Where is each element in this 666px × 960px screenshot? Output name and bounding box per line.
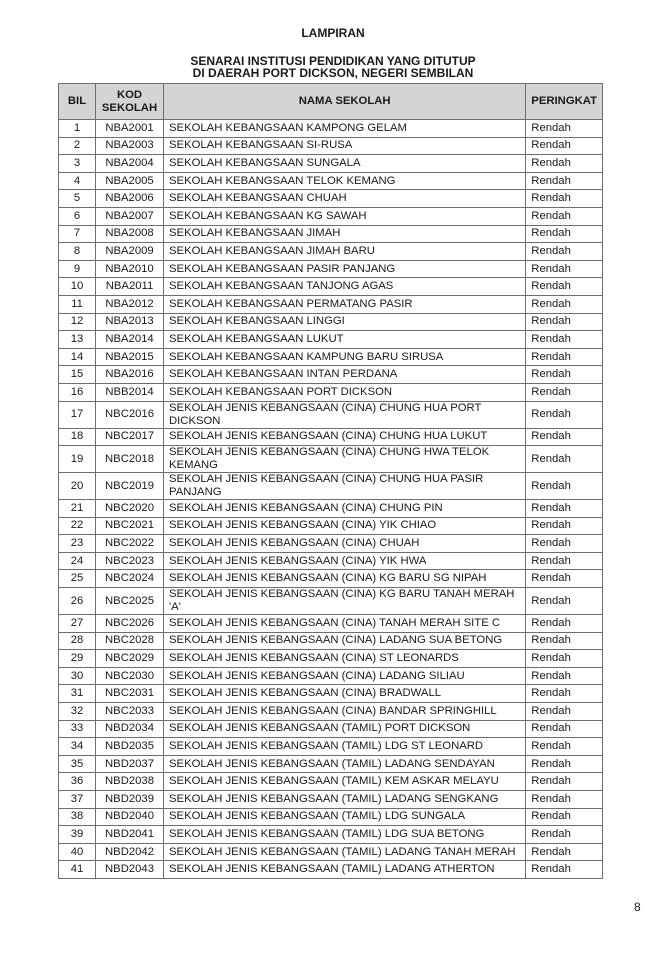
cell-kod-sekolah: NBA2016 (96, 366, 164, 384)
cell-nama-sekolah: SEKOLAH JENIS KEBANGSAAN (CINA) CHUNG HUA PASIR PANJANG (164, 473, 526, 500)
cell-kod-sekolah: NBD2037 (96, 755, 164, 773)
cell-kod-sekolah: NBA2008 (96, 225, 164, 243)
table-row (59, 826, 603, 844)
cell-peringkat: Rendah (526, 755, 603, 773)
cell-bil: 35 (59, 755, 96, 773)
cell-peringkat: Rendah (526, 473, 603, 500)
cell-nama-sekolah: SEKOLAH JENIS KEBANGSAAN (CINA) BRADWALL (164, 685, 526, 703)
cell-kod-sekolah: NBB2014 (96, 383, 164, 401)
cell-peringkat: Rendah (526, 331, 603, 349)
cell-bil: 23 (59, 535, 96, 553)
cell-bil: 16 (59, 383, 96, 401)
cell-bil: 28 (59, 632, 96, 650)
table-row (59, 401, 603, 428)
cell-peringkat: Rendah (526, 428, 603, 446)
table-row (59, 383, 603, 401)
cell-kod-sekolah: NBD2034 (96, 720, 164, 738)
table-row (59, 535, 603, 553)
table-row (59, 773, 603, 791)
cell-nama-sekolah: SEKOLAH KEBANGSAAN INTAN PERDANA (164, 366, 526, 384)
cell-peringkat: Rendah (526, 348, 603, 366)
cell-bil: 40 (59, 843, 96, 861)
document-subtitle-line-1: SENARAI INSTITUSI PENDIDIKAN YANG DITUTUP (190, 54, 476, 68)
table-row (59, 225, 603, 243)
cell-bil: 24 (59, 552, 96, 570)
cell-nama-sekolah: SEKOLAH JENIS KEBANGSAAN (CINA) LADANG SILIAU (164, 667, 526, 685)
cell-kod-sekolah: NBC2024 (96, 570, 164, 588)
cell-nama-sekolah: SEKOLAH JENIS KEBANGSAAN (CINA) KG BARU TANAH MERAH 'A' (164, 588, 526, 615)
cell-kod-sekolah: NBD2040 (96, 808, 164, 826)
cell-nama-sekolah: SEKOLAH JENIS KEBANGSAAN (CINA) YIK HWA (164, 552, 526, 570)
header-peringkat: PERINGKAT (526, 84, 603, 120)
table-row (59, 295, 603, 313)
cell-kod-sekolah: NBA2004 (96, 155, 164, 173)
table-row (59, 446, 603, 473)
table-row (59, 120, 603, 138)
cell-nama-sekolah: SEKOLAH JENIS KEBANGSAAN (TAMIL) LADANG SENDAYAN (164, 755, 526, 773)
cell-nama-sekolah: SEKOLAH JENIS KEBANGSAAN (TAMIL) PORT DICKSON (164, 720, 526, 738)
cell-kod-sekolah: NBA2005 (96, 172, 164, 190)
cell-bil: 33 (59, 720, 96, 738)
cell-peringkat: Rendah (526, 366, 603, 384)
cell-bil: 6 (59, 207, 96, 225)
table-row (59, 500, 603, 518)
table-body (59, 120, 603, 879)
header-kod-sekolah (96, 84, 164, 120)
cell-bil: 38 (59, 808, 96, 826)
cell-nama-sekolah: SEKOLAH JENIS KEBANGSAAN (CINA) YIK CHIAO (164, 517, 526, 535)
cell-nama-sekolah: SEKOLAH KEBANGSAAN JIMAH (164, 225, 526, 243)
cell-peringkat: Rendah (526, 278, 603, 296)
cell-peringkat: Rendah (526, 383, 603, 401)
cell-peringkat: Rendah (526, 808, 603, 826)
cell-nama-sekolah: SEKOLAH KEBANGSAAN TELOK KEMANG (164, 172, 526, 190)
cell-nama-sekolah: SEKOLAH KEBANGSAAN LINGGI (164, 313, 526, 331)
cell-nama-sekolah: SEKOLAH JENIS KEBANGSAAN (CINA) BANDAR SPRINGHILL (164, 703, 526, 721)
cell-peringkat: Rendah (526, 588, 603, 615)
cell-peringkat: Rendah (526, 650, 603, 668)
cell-kod-sekolah: NBC2018 (96, 446, 164, 473)
cell-bil: 25 (59, 570, 96, 588)
cell-nama-sekolah: SEKOLAH JENIS KEBANGSAAN (CINA) CHUNG HWA TELOK KEMANG (164, 446, 526, 473)
cell-peringkat: Rendah (526, 615, 603, 633)
cell-kod-sekolah: NBC2033 (96, 703, 164, 721)
cell-peringkat: Rendah (526, 137, 603, 155)
cell-kod-sekolah: NBA2011 (96, 278, 164, 296)
cell-kod-sekolah: NBD2035 (96, 738, 164, 756)
cell-kod-sekolah: NBD2041 (96, 826, 164, 844)
table-row (59, 207, 603, 225)
cell-kod-sekolah: NBD2043 (96, 861, 164, 879)
cell-bil: 22 (59, 517, 96, 535)
cell-peringkat: Rendah (526, 517, 603, 535)
cell-bil: 12 (59, 313, 96, 331)
table-row (59, 517, 603, 535)
cell-kod-sekolah: NBC2025 (96, 588, 164, 615)
cell-bil: 1 (59, 120, 96, 138)
cell-peringkat: Rendah (526, 313, 603, 331)
cell-kod-sekolah: NBC2030 (96, 667, 164, 685)
table-row (59, 260, 603, 278)
cell-bil: 32 (59, 703, 96, 721)
cell-bil: 36 (59, 773, 96, 791)
cell-nama-sekolah: SEKOLAH JENIS KEBANGSAAN (TAMIL) LDG SUA BETONG (164, 826, 526, 844)
cell-nama-sekolah: SEKOLAH KEBANGSAAN PERMATANG PASIR (164, 295, 526, 313)
cell-bil: 9 (59, 260, 96, 278)
cell-peringkat: Rendah (526, 190, 603, 208)
cell-kod-sekolah: NBC2020 (96, 500, 164, 518)
cell-bil: 29 (59, 650, 96, 668)
cell-bil: 27 (59, 615, 96, 633)
cell-nama-sekolah: SEKOLAH JENIS KEBANGSAAN (CINA) CHUNG HUA LUKUT (164, 428, 526, 446)
table-row (59, 243, 603, 261)
cell-peringkat: Rendah (526, 720, 603, 738)
table-row (59, 615, 603, 633)
cell-peringkat: Rendah (526, 667, 603, 685)
cell-kod-sekolah: NBC2026 (96, 615, 164, 633)
cell-peringkat: Rendah (526, 570, 603, 588)
cell-kod-sekolah: NBC2028 (96, 632, 164, 650)
cell-nama-sekolah: SEKOLAH KEBANGSAAN SUNGALA (164, 155, 526, 173)
cell-bil: 15 (59, 366, 96, 384)
table-row (59, 843, 603, 861)
document-heading: LAMPIRAN (301, 26, 365, 40)
table-row (59, 137, 603, 155)
cell-peringkat: Rendah (526, 826, 603, 844)
table-row (59, 552, 603, 570)
cell-kod-sekolah: NBC2017 (96, 428, 164, 446)
cell-bil: 14 (59, 348, 96, 366)
cell-bil: 4 (59, 172, 96, 190)
cell-kod-sekolah: NBA2010 (96, 260, 164, 278)
cell-peringkat: Rendah (526, 791, 603, 809)
cell-bil: 26 (59, 588, 96, 615)
table-row (59, 588, 603, 615)
cell-peringkat: Rendah (526, 861, 603, 879)
page-number: 8 (634, 900, 641, 914)
cell-kod-sekolah: NBA2007 (96, 207, 164, 225)
cell-nama-sekolah: SEKOLAH KEBANGSAAN SI-RUSA (164, 137, 526, 155)
cell-kod-sekolah: NBC2029 (96, 650, 164, 668)
table-row (59, 313, 603, 331)
cell-nama-sekolah: SEKOLAH JENIS KEBANGSAAN (TAMIL) LADANG TANAH MERAH (164, 843, 526, 861)
table-row (59, 331, 603, 349)
cell-bil: 30 (59, 667, 96, 685)
cell-nama-sekolah: SEKOLAH JENIS KEBANGSAAN (CINA) KG BARU SG NIPAH (164, 570, 526, 588)
header-nama-sekolah: NAMA SEKOLAH (164, 84, 526, 120)
cell-bil: 18 (59, 428, 96, 446)
cell-kod-sekolah: NBA2003 (96, 137, 164, 155)
cell-kod-sekolah: NBD2039 (96, 791, 164, 809)
cell-kod-sekolah: NBC2021 (96, 517, 164, 535)
cell-kod-sekolah: NBC2016 (96, 401, 164, 428)
cell-nama-sekolah: SEKOLAH KEBANGSAAN LUKUT (164, 331, 526, 349)
cell-peringkat: Rendah (526, 155, 603, 173)
cell-bil: 7 (59, 225, 96, 243)
cell-bil: 13 (59, 331, 96, 349)
cell-nama-sekolah: SEKOLAH JENIS KEBANGSAAN (CINA) ST LEONARDS (164, 650, 526, 668)
cell-kod-sekolah: NBA2012 (96, 295, 164, 313)
table-row (59, 278, 603, 296)
cell-peringkat: Rendah (526, 738, 603, 756)
cell-kod-sekolah: NBC2031 (96, 685, 164, 703)
table-row (59, 703, 603, 721)
cell-nama-sekolah: SEKOLAH JENIS KEBANGSAAN (TAMIL) LADANG ATHERTON (164, 861, 526, 879)
cell-bil: 41 (59, 861, 96, 879)
cell-nama-sekolah: SEKOLAH JENIS KEBANGSAAN (TAMIL) LADANG SENGKANG (164, 791, 526, 809)
cell-bil: 39 (59, 826, 96, 844)
table-row (59, 755, 603, 773)
cell-nama-sekolah: SEKOLAH JENIS KEBANGSAAN (TAMIL) LDG ST LEONARD (164, 738, 526, 756)
cell-peringkat: Rendah (526, 773, 603, 791)
table-row (59, 632, 603, 650)
cell-peringkat: Rendah (526, 295, 603, 313)
cell-nama-sekolah: SEKOLAH JENIS KEBANGSAAN (CINA) CHUNG HUA PORT DICKSON (164, 401, 526, 428)
cell-nama-sekolah: SEKOLAH JENIS KEBANGSAAN (CINA) LADANG SUA BETONG (164, 632, 526, 650)
table-row (59, 808, 603, 826)
cell-bil: 19 (59, 446, 96, 473)
cell-kod-sekolah: NBC2019 (96, 473, 164, 500)
table-row (59, 172, 603, 190)
table-row (59, 861, 603, 879)
cell-nama-sekolah: SEKOLAH KEBANGSAAN PORT DICKSON (164, 383, 526, 401)
cell-peringkat: Rendah (526, 843, 603, 861)
table-row (59, 650, 603, 668)
cell-kod-sekolah: NBC2023 (96, 552, 164, 570)
cell-bil: 34 (59, 738, 96, 756)
cell-bil: 8 (59, 243, 96, 261)
cell-peringkat: Rendah (526, 500, 603, 518)
cell-bil: 20 (59, 473, 96, 500)
cell-peringkat: Rendah (526, 552, 603, 570)
cell-nama-sekolah: SEKOLAH JENIS KEBANGSAAN (TAMIL) LDG SUNGALA (164, 808, 526, 826)
table-row (59, 190, 603, 208)
cell-peringkat: Rendah (526, 260, 603, 278)
cell-nama-sekolah: SEKOLAH JENIS KEBANGSAAN (CINA) CHUAH (164, 535, 526, 553)
cell-nama-sekolah: SEKOLAH KEBANGSAAN JIMAH BARU (164, 243, 526, 261)
table-row (59, 428, 603, 446)
cell-nama-sekolah: SEKOLAH JENIS KEBANGSAAN (CINA) TANAH MERAH SITE C (164, 615, 526, 633)
cell-nama-sekolah: SEKOLAH KEBANGSAAN KG SAWAH (164, 207, 526, 225)
cell-nama-sekolah: SEKOLAH KEBANGSAAN KAMPUNG BARU SIRUSA (164, 348, 526, 366)
cell-peringkat: Rendah (526, 535, 603, 553)
cell-bil: 11 (59, 295, 96, 313)
cell-kod-sekolah: NBA2015 (96, 348, 164, 366)
cell-nama-sekolah: SEKOLAH KEBANGSAAN KAMPONG GELAM (164, 120, 526, 138)
cell-kod-sekolah: NBD2042 (96, 843, 164, 861)
header-kod-line-2: SEKOLAH (101, 101, 158, 114)
table-row (59, 570, 603, 588)
cell-peringkat: Rendah (526, 120, 603, 138)
cell-kod-sekolah: NBD2038 (96, 773, 164, 791)
table-row (59, 155, 603, 173)
table-row (59, 791, 603, 809)
cell-nama-sekolah: SEKOLAH KEBANGSAAN TANJONG AGAS (164, 278, 526, 296)
cell-kod-sekolah: NBA2006 (96, 190, 164, 208)
table-row (59, 720, 603, 738)
cell-peringkat: Rendah (526, 401, 603, 428)
cell-kod-sekolah: NBC2022 (96, 535, 164, 553)
cell-peringkat: Rendah (526, 225, 603, 243)
table-row (59, 348, 603, 366)
cell-nama-sekolah: SEKOLAH JENIS KEBANGSAAN (TAMIL) KEM ASKAR MELAYU (164, 773, 526, 791)
cell-bil: 31 (59, 685, 96, 703)
cell-peringkat: Rendah (526, 685, 603, 703)
cell-bil: 2 (59, 137, 96, 155)
table-header-row (59, 84, 603, 120)
cell-kod-sekolah: NBA2013 (96, 313, 164, 331)
cell-peringkat: Rendah (526, 632, 603, 650)
cell-bil: 3 (59, 155, 96, 173)
table-row (59, 366, 603, 384)
cell-peringkat: Rendah (526, 243, 603, 261)
cell-bil: 5 (59, 190, 96, 208)
header-kod-line-1: KOD (116, 88, 143, 101)
school-list-table (58, 83, 603, 879)
cell-kod-sekolah: NBA2009 (96, 243, 164, 261)
cell-nama-sekolah: SEKOLAH KEBANGSAAN PASIR PANJANG (164, 260, 526, 278)
cell-peringkat: Rendah (526, 703, 603, 721)
document-subtitle-line-2: DI DAERAH PORT DICKSON, NEGERI SEMBILAN (192, 66, 474, 80)
cell-peringkat: Rendah (526, 172, 603, 190)
table-row (59, 473, 603, 500)
table-row (59, 738, 603, 756)
table-row (59, 667, 603, 685)
table-row (59, 685, 603, 703)
cell-bil: 21 (59, 500, 96, 518)
cell-kod-sekolah: NBA2001 (96, 120, 164, 138)
header-bil: BIL (59, 84, 96, 120)
cell-nama-sekolah: SEKOLAH KEBANGSAAN CHUAH (164, 190, 526, 208)
cell-bil: 37 (59, 791, 96, 809)
cell-kod-sekolah: NBA2014 (96, 331, 164, 349)
cell-bil: 17 (59, 401, 96, 428)
cell-bil: 10 (59, 278, 96, 296)
cell-peringkat: Rendah (526, 446, 603, 473)
cell-peringkat: Rendah (526, 207, 603, 225)
cell-nama-sekolah: SEKOLAH JENIS KEBANGSAAN (CINA) CHUNG PIN (164, 500, 526, 518)
